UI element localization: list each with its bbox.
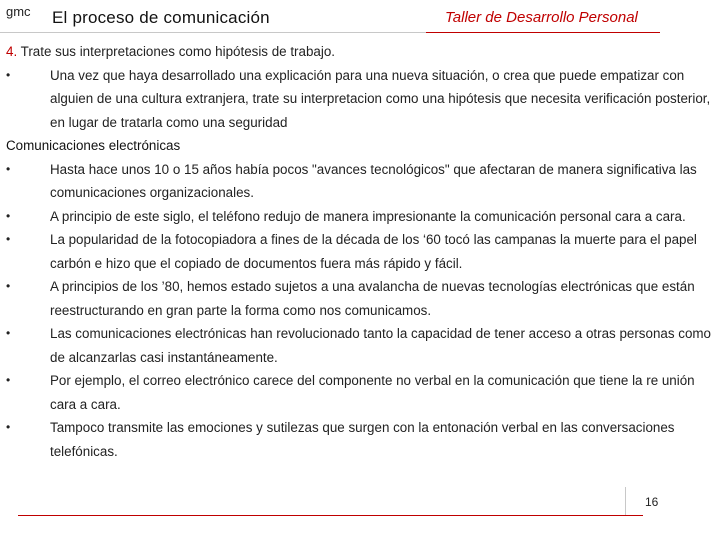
list-item-text: Las comunicaciones electrónicas han revolucionado tanto la capacidad de tener acceso a otras personas como de alcanzarlas casi instantáneamente. xyxy=(50,326,712,365)
slide-subtitle: Taller de Desarrollo Personal xyxy=(445,9,638,26)
header-divider-left xyxy=(0,32,430,33)
bullet-icon: • xyxy=(6,161,11,176)
list-item-text: Tampoco transmite las emociones y sutilezas que surgen con la entonación verbal en las conversaciones telefónicas. xyxy=(50,420,675,459)
intro-point xyxy=(6,40,718,64)
list-item xyxy=(6,322,718,369)
list-item xyxy=(6,416,718,463)
list-item xyxy=(6,275,718,322)
bullet-icon: • xyxy=(6,279,11,293)
footer-divider-vertical xyxy=(625,487,626,515)
bullet-icon: • xyxy=(6,420,11,434)
bullet-icon: • xyxy=(6,326,11,340)
page-number: 16 xyxy=(645,495,659,509)
intro-number: 4. xyxy=(6,44,18,59)
slide-title: El proceso de comunicación xyxy=(52,8,270,27)
bullet-icon: • xyxy=(6,208,11,223)
list-item-text: Una vez que haya desarrollado una explicación para una nueva situación, o crea que puede empatizar con alguien de una cultura extranjera, trate su interpretacion como una hipótesis que necesita verificación posterior, en lugar de tratarla como una seguridad xyxy=(50,67,711,130)
list-item-text: La popularidad de la fotocopiadora a fines de la década de los ‘60 tocó las campanas la muerte para el papel carbón e hizo que el copiado de documentos fuera más rápido y fácil. xyxy=(50,232,697,271)
intro-text: Trate sus interpretaciones como hipótesis de trabajo. xyxy=(20,44,336,59)
slide-body xyxy=(6,40,718,463)
bullet-icon: • xyxy=(6,67,11,82)
list-item-text: Por ejemplo, el correo electrónico carece del componente no verbal en la comunicación que tiene la re unión cara a cara. xyxy=(50,373,695,412)
bullet-icon: • xyxy=(6,232,11,246)
bullet-icon: • xyxy=(6,373,11,387)
list-item xyxy=(6,205,718,229)
list-item xyxy=(6,369,718,416)
section-heading: Comunicaciones electrónicas xyxy=(6,138,181,153)
slide-tag: gmc xyxy=(6,4,31,19)
list-item xyxy=(6,228,718,275)
list-item-text: A principio de este siglo, el teléfono redujo de manera impresionante la comunicación personal cara a cara. xyxy=(50,208,686,224)
list-item-text: A principios de los ’80, hemos estado sujetos a una avalancha de nuevas tecnologías electrónicas que están reestructurando en gran parte la forma como nos comunicamos. xyxy=(50,279,695,318)
footer-divider xyxy=(18,515,643,516)
header-divider-accent xyxy=(426,32,660,33)
list-item-text: Hasta hace unos 10 o 15 años había pocos "avances tecnológicos" que afectaran de manera significativa las comunicaciones organizacionales. xyxy=(50,161,697,200)
list-item xyxy=(6,158,718,205)
list-item xyxy=(6,64,718,135)
